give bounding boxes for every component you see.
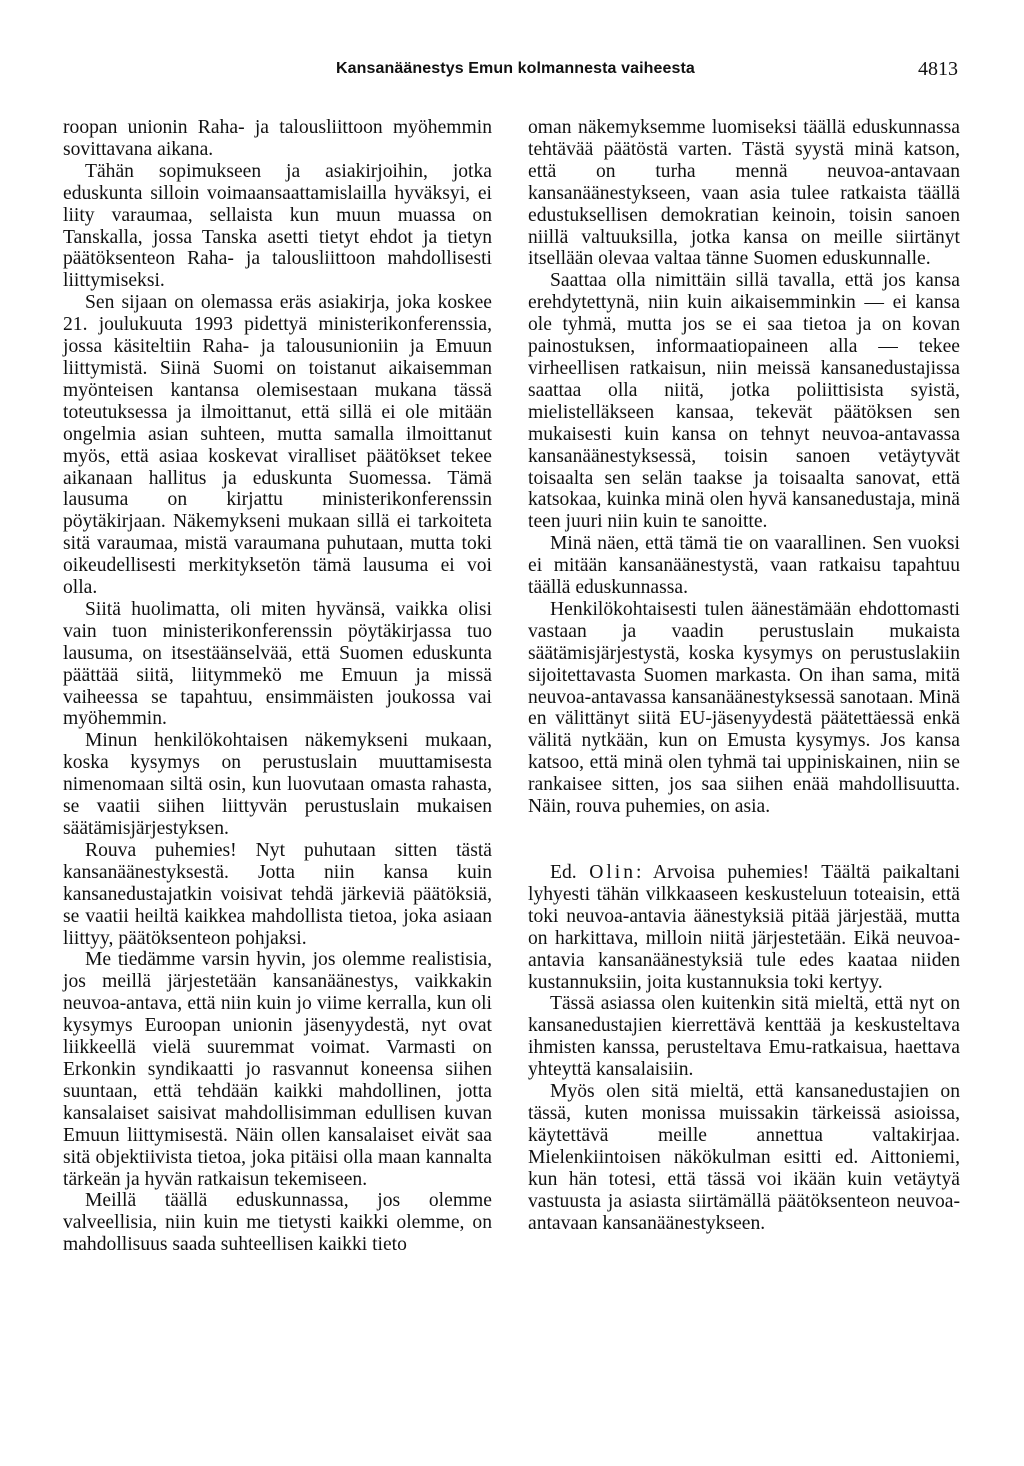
running-title: Kansanäänestys Emun kolmannesta vaiheesta (336, 60, 695, 77)
paragraph: Minun henkilökohtaisen näkemykseni mukaan, koska kysymys on perustuslain muuttamisesta nimenomaan siltä osin, kun luovutaan omasta rahasta, se vaatii siihen liittyvän perustuslain mukaisen säätämisjärjestyksen. (63, 730, 492, 839)
left-column (63, 117, 492, 1256)
paragraph: Siitä huolimatta, oli miten hyvänsä, vaikka olisi vain tuon ministerikonferenssin pöytäkirjassa tuo lausuma, on itsestäänselvää, että Suomen eduskunta päättää siitä, liitymmekö me Emuun ja missä vaiheessa se tapahtuu, ensimmäisten joukossa vai myöhemmin. (63, 598, 492, 730)
paragraph: Meillä täällä eduskunnassa, jos olemme valveellisia, niin kuin me tietysti kaikki olemme, on mahdollisuus saada suhteellisen kaikki tieto (63, 1190, 492, 1256)
speaker-prefix: Ed. (550, 862, 577, 883)
page-number: 4813 (918, 58, 958, 80)
paragraph: oman näkemyksemme luomiseksi täällä eduskunnassa tehtävää päätöstä varten. Tästä syystä minä katson, että on turha mennä neuvoa-antavaan kansanäänestykseen, vaan asia tulee ratkaista täällä edustuksellisen demokratian keinoin, toisin sanoen niillä valtuuksilla, jotka kansa on meille siirtänyt itsellään olevaa valtaa tänne Suomen eduskunnalle. (528, 117, 960, 270)
paragraph: roopan unionin Raha- ja talousliittoon myöhemmin sovittavana aikana. (63, 117, 492, 160)
page-header (0, 56, 1024, 86)
paragraph: Tässä asiassa olen kuitenkin sitä mieltä, että nyt on kansanedustajien kierrettävä kenttää ja keskusteltava ihmisten kanssa, perusteltava Emu-ratkaisua, haettava yhteyttä kansalaisiin. (528, 993, 960, 1081)
speaker-name: Olin (589, 862, 637, 883)
paragraph: Tähän sopimukseen ja asiakirjoihin, jotka eduskunta silloin voimaansaattamislailla hyväksyi, ei liity varaumaa, sellaista kun muun muassa on Tanskalla, jossa Tanska asetti tietyt ehdot ja tietyn päätöksenteon Raha- ja talousliittoon mahdollisesti liittymiseksi. (63, 160, 492, 292)
paragraph: Myös olen sitä mieltä, että kansanedustajien on tässä, kuten monissa muissakin tärkeissä asioissa, käytettävä meille annettua valtakirjaa. Mielenkiintoisen näkökulman esitti ed. Aittoniemi, kun hän totesi, että tässä voi ikään kuin vetäytyä vastuusta ja asiasta siirtämällä päätöksenteon neuvoa-antavaan kansanäänestykseen. (528, 1081, 960, 1234)
right-column (528, 117, 960, 1234)
paragraph: Sen sijaan on olemassa eräs asiakirja, joka koskee 21. joulukuuta 1993 pidettyä ministerikonferenssia, jossa käsiteltiin Raha- ja talousunioniin ja Emuun liittymistä. Siinä Suomi on toistanut aikaisemman myönteisen kantansa olemisestaan mukana tässä toteutuksessa ja ilmoittanut, että sillä ei ole mitään ongelmia asian suhteen, mutta samalla ilmoittanut myös, että asiaa koskevat viralliset päätökset tekee aikanaan hallitus ja eduskunta Suomessa. Tämä lausuma on kirjattu ministerikonferenssin pöytäkirjaan. Näkemykseni mukaan sillä ei tarkoiteta sitä varaumaa, mistä varaumana puhutaan, mutta toki oikeudellisesti merkityksetön tämä lausuma ei voi olla. (63, 292, 492, 599)
speaker-paragraph (528, 862, 960, 993)
paragraph: Saattaa olla nimittäin sillä tavalla, että jos kansa erehdytettynä, niin kuin aikaisemminkin — ei kansa ole tyhmä, mutta jos se ei saa tietoa ja on kovan painostuksen, informaatiopaineen alla — tekee virheellisen ratkaisun, niin meissä kansanedustajissa saattaa olla niitä, jotka poliittisista syistä, mielistelläkseen kansaa, tekevät päätöksen sen mukaisesti kuin kansa on tehnyt neuvoa-antavassa kansanäänestyksessä, toisin sanoen vetäytyvät toisaalta sen selän taakse ja toisaalta sanovat, että katsokaa, kuinka minä olen hyvä kansanedustaja, minä teen juuri niin kuin te sanoitte. (528, 270, 960, 533)
paragraph: Minä näen, että tämä tie on vaarallinen. Sen vuoksi ei mitään kansanäänestystä, vaan ratkaisu tapahtuu täällä eduskunnassa. (528, 533, 960, 599)
paragraph: Henkilökohtaisesti tulen äänestämään ehdottomasti vastaan ja vaadin perustuslain mukaista säätämisjärjestystä, koska kysymys on perustuslakiin sijoitettavasta Suomen markasta. On ihan sama, mitä neuvoa-antavassa kansanäänestyksessä sanotaan. Minä en välittänyt siitä EU-jäsenyydestä päätettäessä enkä välitä nytkään, kun on Emusta kysymys. Jos kansa katsoo, että minä olen tyhmä tai uppiniskainen, niin se rankaisee sitten, jos saa siihen enää mahdollisuutta. Näin, rouva puhemies, on asia. (528, 598, 960, 818)
paragraph: Me tiedämme varsin hyvin, jos olemme realistisia, jos meillä järjestetään kansanäänestys, vaikkakin neuvoa-antava, että niin kuin jo viime kerralla, kun oli kysymys Euroopan unionin jäsenyydestä, nyt ovat liikkeellä vielä suuremmat voimat. Varmasti on Erkonkin syndikaatti jo rasvannut koneensa siihen suuntaan, että tehdään kaikki mahdollinen, jotta kansalaiset saisivat mahdollisimman edullisen kuvan Emuun liittymisestä. Näin ollen kansalaiset eivät saa sitä objektiivista tietoa, joka pitäisi olla maan kannalta tärkeän ja hyvän ratkaisun tekemiseen. (63, 949, 492, 1190)
paragraph: Rouva puhemies! Nyt puhutaan sitten tästä kansanäänestyksestä. Jotta niin kansa kuin kansanedustajatkin voisivat tehdä järkeviä päätöksiä, se vaatii heiltä kaikkea mahdollista tietoa, joka asiaan liittyy, päätöksenteon pohjaksi. (63, 839, 492, 949)
speaker-text: : Arvoisa puhemies! Täältä paikaltani lyhyesti tähän vilkkaaseen keskusteluun toteaisin, että toki neuvoa-antavia äänestyksiä pitää järjestää, mutta on harkittava, milloin niitä järjestetään. Eikä neuvoa-antavia kansanäänestyksiä tule edes kaataa niiden kustannuksiin, joita kustannuksia toki kertyy. (528, 862, 960, 993)
